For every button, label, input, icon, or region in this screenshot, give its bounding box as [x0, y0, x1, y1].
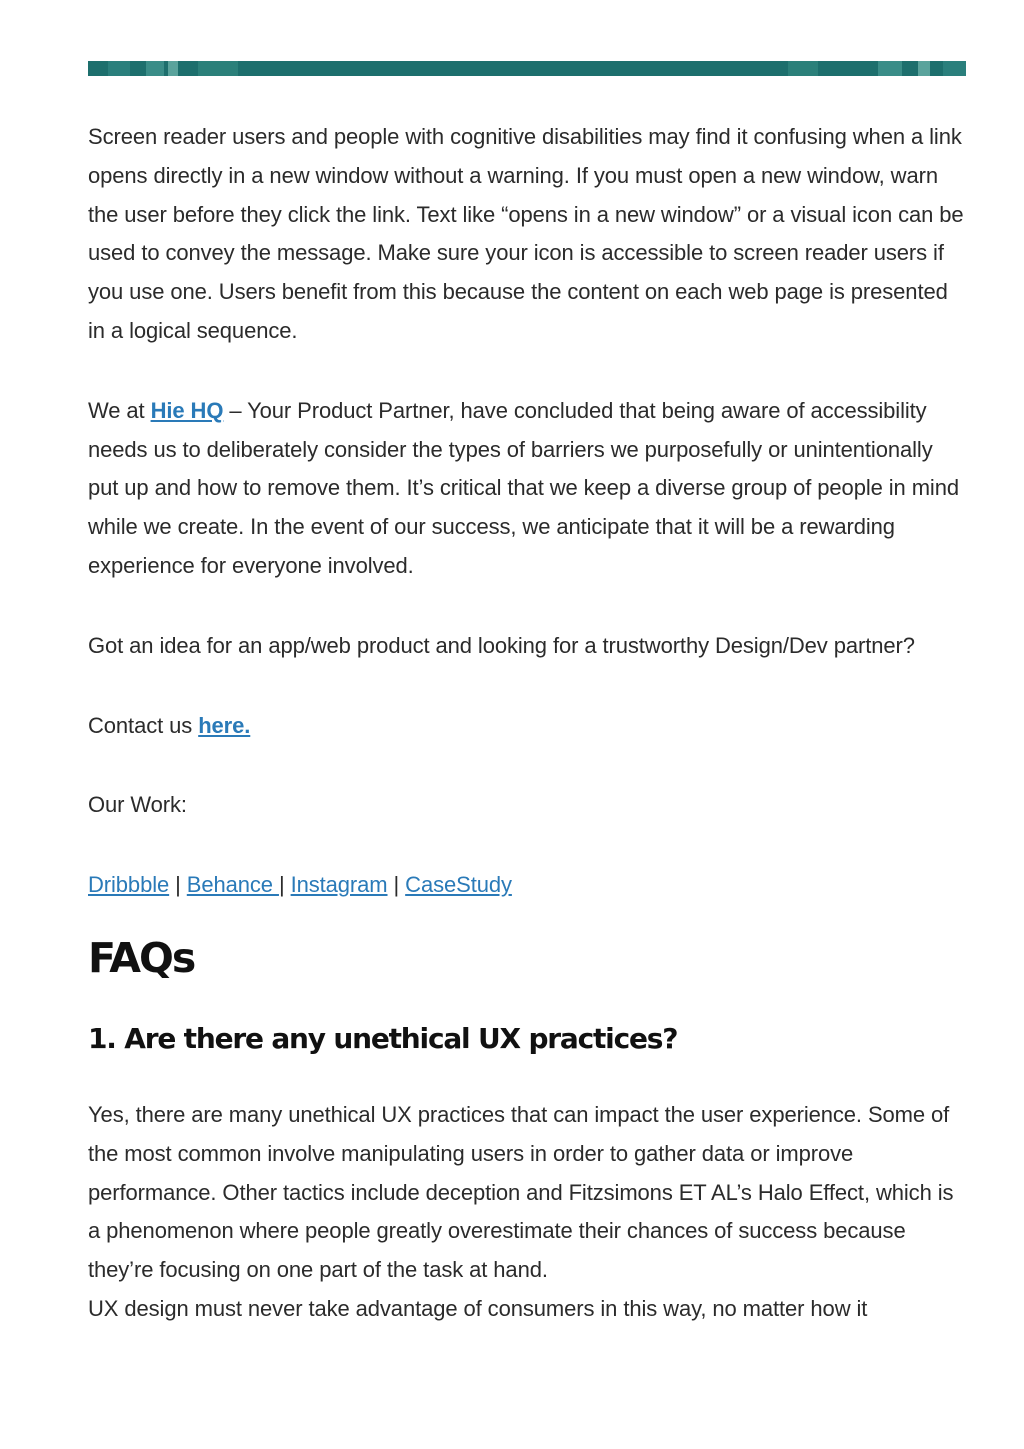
cta-question: Got an idea for an app/web product and looking for a trustworthy Design/Dev partner?	[88, 632, 915, 658]
contact-line	[88, 707, 966, 746]
header-banner-strip	[88, 61, 966, 76]
behance-link[interactable]: Behance	[186, 872, 279, 898]
separator: |	[169, 872, 187, 898]
work-links	[88, 866, 966, 905]
article-content	[88, 118, 966, 1329]
hiehq-paragraph	[88, 392, 966, 586]
faqs-heading: FAQs	[88, 933, 195, 982]
hiehq-after: – Your Product Partner, have concluded that being aware of accessibility needs us to deliberately consider the types of barriers we purposefully or unintentionally put up and how to remove them. It’s critical that we keep a diverse group of people in mind while we create. In the event of our success, we anticipate that it will be a rewarding experience for everyone involved.	[88, 397, 959, 578]
dribbble-link[interactable]: Dribbble	[88, 872, 170, 898]
hiehq-link[interactable]: Hie HQ	[150, 397, 224, 423]
faq-1-question: 1. Are there any unethical UX practices?	[88, 1021, 678, 1055]
intro-paragraph: Screen reader users and people with cognitive disabilities may find it confusing when a link opens directly in a new window without a warning. If you must open a new window, warn the user before they click the link. Text like “opens in a new window” or a visual icon can be used to convey the message. Make sure your icon is accessible to screen reader users if you use one. Users benefit from this because the content on each web page is presented in a logical sequence.	[88, 124, 964, 343]
instagram-link[interactable]: Instagram	[290, 872, 388, 898]
hiehq-before: We at	[88, 397, 151, 423]
contact-before: Contact us	[88, 712, 199, 738]
faq-1-answer-continued: UX design must never take advantage of consumers in this way, no matter how it	[88, 1295, 868, 1321]
contact-here-link[interactable]: here.	[198, 712, 251, 738]
our-work-label: Our Work:	[88, 792, 187, 818]
separator: |	[387, 872, 406, 898]
faq-1-answer: Yes, there are many unethical UX practices that can impact the user experience. Some of the most common involve manipulating users in order to gather data or improve performance. Other tactics include deception and Fitzsimons ET AL’s Halo Effect, which is a phenomenon where people greatly overestimate their chances of success because they’re focusing on one part of the task at hand.	[88, 1101, 954, 1283]
separator: |	[278, 872, 291, 898]
casestudy-link[interactable]: CaseStudy	[405, 872, 512, 898]
